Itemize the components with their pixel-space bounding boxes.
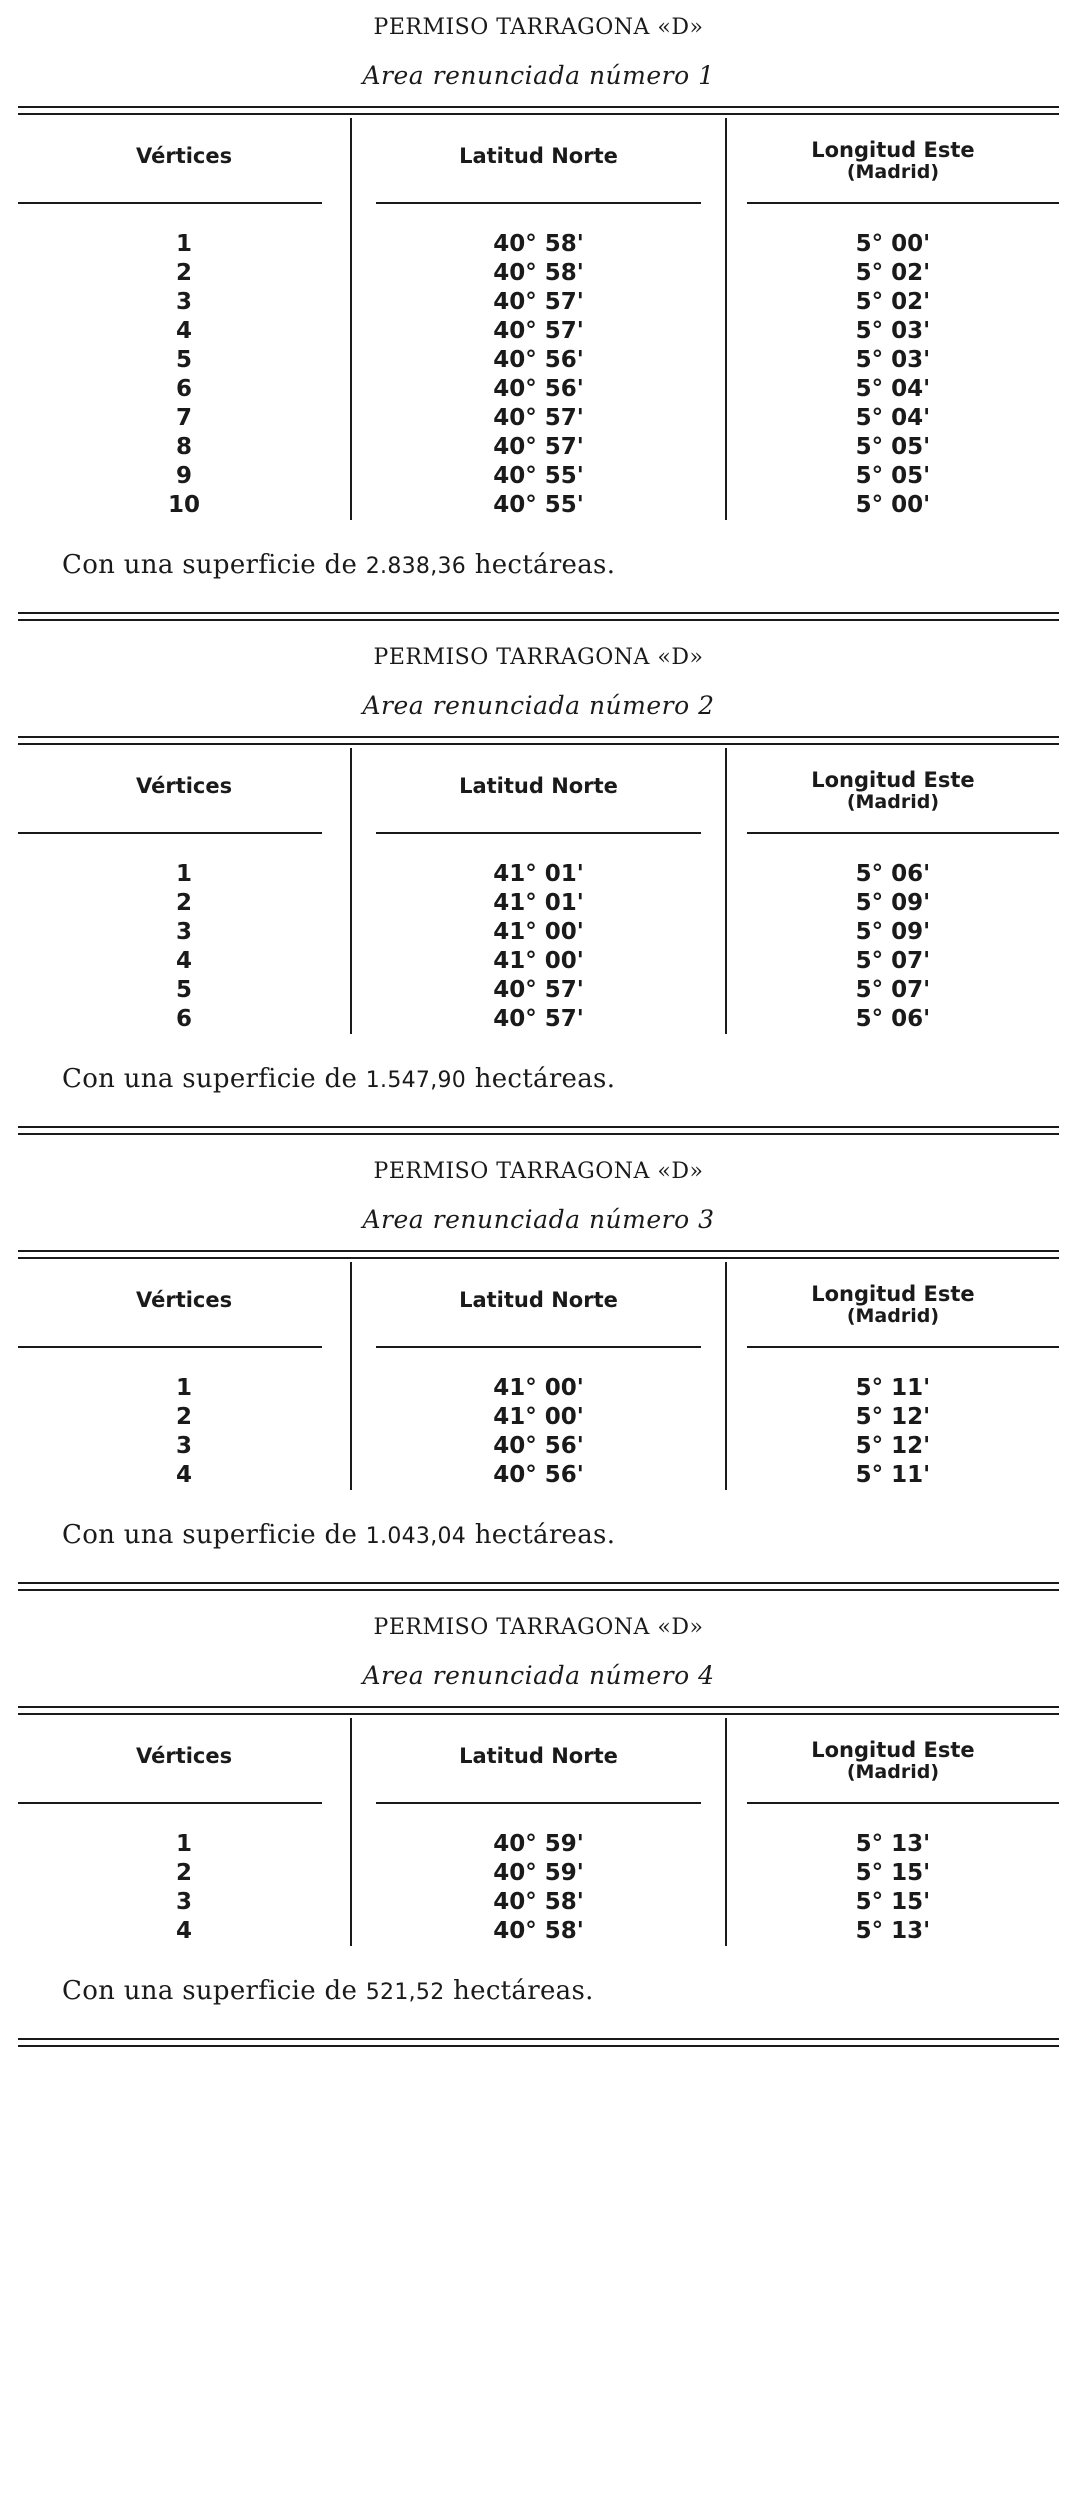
longitude-cell: 5° 03'	[726, 317, 1059, 346]
table-row	[18, 1403, 1059, 1432]
header-vertices: Vértices	[18, 1262, 351, 1348]
latitude-cell: 40° 56'	[351, 375, 726, 404]
header-longitude: Longitud Este (Madrid)	[726, 1262, 1059, 1348]
longitude-cell: 5° 07'	[726, 947, 1059, 976]
table-row	[18, 976, 1059, 1005]
vertex-number: 4	[176, 1918, 193, 1944]
longitude-cell: 5° 07'	[726, 976, 1059, 1005]
header-longitude: Longitud Este (Madrid)	[726, 748, 1059, 834]
table-row	[18, 259, 1059, 288]
vertex-number: 3	[176, 1433, 193, 1459]
latitude-cell: 41° 00'	[351, 918, 726, 947]
vertex-number: 2	[176, 1404, 193, 1430]
table-body	[18, 1804, 1059, 1946]
table-row	[18, 918, 1059, 947]
longitude-cell: 5° 02'	[726, 288, 1059, 317]
permit-title: PERMISO TARRAGONA «D»	[373, 15, 704, 40]
longitude-cell: 5° 05'	[726, 462, 1059, 491]
double-rule	[18, 1580, 1059, 1594]
permit-title: PERMISO TARRAGONA «D»	[373, 1615, 704, 1640]
header-latitude: Latitud Norte	[351, 748, 726, 834]
longitude-cell: 5° 00'	[726, 491, 1059, 520]
longitude-cell: 5° 02'	[726, 259, 1059, 288]
table-row	[18, 1888, 1059, 1917]
longitude-cell: 5° 11'	[726, 1374, 1059, 1403]
permit-title: PERMISO TARRAGONA «D»	[373, 1159, 704, 1184]
table-row	[18, 375, 1059, 404]
latitude-cell: 41° 00'	[351, 1374, 726, 1403]
table-row	[18, 860, 1059, 889]
latitude-cell: 40° 55'	[351, 491, 726, 520]
area-value: 1.043,04	[365, 1524, 467, 1549]
vertex-number: 1	[176, 231, 193, 257]
permit-section-3	[0, 1152, 1069, 1594]
vertex-number: 3	[176, 1889, 193, 1915]
latitude-cell: 40° 57'	[351, 433, 726, 462]
longitude-cell: 5° 04'	[726, 404, 1059, 433]
header-longitude: Longitud Este (Madrid)	[726, 118, 1059, 204]
table-row	[18, 433, 1059, 462]
latitude-cell: 40° 58'	[351, 230, 726, 259]
longitude-cell: 5° 06'	[726, 1005, 1059, 1034]
longitude-cell: 5° 09'	[726, 918, 1059, 947]
table-row	[18, 230, 1059, 259]
header-latitude: Latitud Norte	[351, 1262, 726, 1348]
table-row	[18, 947, 1059, 976]
vertex-number: 5	[176, 347, 193, 373]
double-rule	[18, 104, 1059, 118]
vertex-number: 4	[176, 1462, 193, 1488]
latitude-cell: 40° 55'	[351, 462, 726, 491]
area-statement: Con una superficie de 1.547,90 hectáreas.	[62, 1064, 616, 1094]
vertex-number: 5	[176, 977, 193, 1003]
longitude-cell: 5° 15'	[726, 1888, 1059, 1917]
table-row	[18, 404, 1059, 433]
header-longitude: Longitud Este (Madrid)	[726, 1718, 1059, 1804]
permit-section-1	[0, 8, 1069, 624]
header-latitude: Latitud Norte	[351, 118, 726, 204]
latitude-cell: 41° 01'	[351, 889, 726, 918]
vertex-number: 9	[176, 463, 193, 489]
table-row	[18, 317, 1059, 346]
table-spacer-row	[18, 204, 1059, 230]
table-row	[18, 889, 1059, 918]
table-header-row	[18, 1262, 1059, 1348]
area-statement: Con una superficie de 521,52 hectáreas.	[62, 1976, 594, 2006]
latitude-cell: 40° 57'	[351, 404, 726, 433]
header-latitude: Latitud Norte	[351, 1718, 726, 1804]
double-rule	[18, 1124, 1059, 1138]
permit-title: PERMISO TARRAGONA «D»	[373, 645, 704, 670]
table-spacer-row	[18, 834, 1059, 860]
longitude-cell: 5° 12'	[726, 1403, 1059, 1432]
vertices-table	[18, 118, 1059, 520]
double-rule	[18, 610, 1059, 624]
area-value: 521,52	[365, 1980, 445, 2005]
area-subtitle: Area renunciada número 3	[362, 1205, 715, 1234]
table-spacer-row	[18, 1348, 1059, 1374]
longitude-cell: 5° 03'	[726, 346, 1059, 375]
latitude-cell: 40° 58'	[351, 1917, 726, 1946]
longitude-cell: 5° 13'	[726, 1917, 1059, 1946]
table-body	[18, 204, 1059, 520]
area-statement: Con una superficie de 1.043,04 hectáreas.	[62, 1520, 616, 1550]
double-rule	[18, 2036, 1059, 2050]
vertex-number: 1	[176, 861, 193, 887]
latitude-cell: 40° 56'	[351, 346, 726, 375]
vertex-number: 10	[168, 492, 201, 518]
vertex-number: 2	[176, 1860, 193, 1886]
latitude-cell: 40° 56'	[351, 1461, 726, 1490]
latitude-cell: 40° 57'	[351, 288, 726, 317]
double-rule	[18, 734, 1059, 748]
vertex-number: 6	[176, 376, 193, 402]
table-row	[18, 1461, 1059, 1490]
longitude-cell: 5° 05'	[726, 433, 1059, 462]
latitude-cell: 40° 56'	[351, 1432, 726, 1461]
table-row	[18, 1859, 1059, 1888]
latitude-cell: 40° 58'	[351, 259, 726, 288]
table-body	[18, 1348, 1059, 1490]
table-row	[18, 288, 1059, 317]
table-row	[18, 491, 1059, 520]
vertex-number: 1	[176, 1375, 193, 1401]
vertex-number: 7	[176, 405, 193, 431]
vertex-number: 6	[176, 1006, 193, 1032]
table-row	[18, 462, 1059, 491]
vertices-table	[18, 1718, 1059, 1946]
latitude-cell: 41° 00'	[351, 1403, 726, 1432]
vertices-table	[18, 748, 1059, 1034]
latitude-cell: 40° 57'	[351, 976, 726, 1005]
area-subtitle: Area renunciada número 1	[362, 61, 715, 90]
table-row	[18, 346, 1059, 375]
vertex-number: 4	[176, 318, 193, 344]
table-row	[18, 1432, 1059, 1461]
area-value: 1.547,90	[365, 1068, 467, 1093]
vertex-number: 3	[176, 289, 193, 315]
longitude-cell: 5° 06'	[726, 860, 1059, 889]
vertex-number: 2	[176, 260, 193, 286]
table-header-row	[18, 118, 1059, 204]
area-value: 2.838,36	[365, 554, 467, 579]
table-body	[18, 834, 1059, 1034]
longitude-cell: 5° 09'	[726, 889, 1059, 918]
header-vertices: Vértices	[18, 118, 351, 204]
area-subtitle: Area renunciada número 2	[362, 691, 715, 720]
header-vertices: Vértices	[18, 748, 351, 834]
latitude-cell: 40° 59'	[351, 1859, 726, 1888]
permit-section-4	[0, 1608, 1069, 2050]
vertex-number: 8	[176, 434, 193, 460]
table-row	[18, 1917, 1059, 1946]
latitude-cell: 40° 58'	[351, 1888, 726, 1917]
longitude-cell: 5° 12'	[726, 1432, 1059, 1461]
vertex-number: 3	[176, 919, 193, 945]
vertex-number: 4	[176, 948, 193, 974]
vertex-number: 1	[176, 1831, 193, 1857]
table-row	[18, 1374, 1059, 1403]
area-subtitle: Area renunciada número 4	[362, 1661, 715, 1690]
permit-section-2	[0, 638, 1069, 1138]
longitude-cell: 5° 11'	[726, 1461, 1059, 1490]
latitude-cell: 40° 57'	[351, 1005, 726, 1034]
longitude-cell: 5° 13'	[726, 1830, 1059, 1859]
table-row	[18, 1830, 1059, 1859]
longitude-cell: 5° 04'	[726, 375, 1059, 404]
vertices-table	[18, 1262, 1059, 1490]
table-spacer-row	[18, 1804, 1059, 1830]
table-header-row	[18, 748, 1059, 834]
table-header-row	[18, 1718, 1059, 1804]
latitude-cell: 40° 57'	[351, 317, 726, 346]
double-rule	[18, 1704, 1059, 1718]
double-rule	[18, 1248, 1059, 1262]
area-statement: Con una superficie de 2.838,36 hectáreas.	[62, 550, 616, 580]
table-row	[18, 1005, 1059, 1034]
latitude-cell: 41° 00'	[351, 947, 726, 976]
longitude-cell: 5° 00'	[726, 230, 1059, 259]
latitude-cell: 40° 59'	[351, 1830, 726, 1859]
header-vertices: Vértices	[18, 1718, 351, 1804]
longitude-cell: 5° 15'	[726, 1859, 1059, 1888]
latitude-cell: 41° 01'	[351, 860, 726, 889]
vertex-number: 2	[176, 890, 193, 916]
